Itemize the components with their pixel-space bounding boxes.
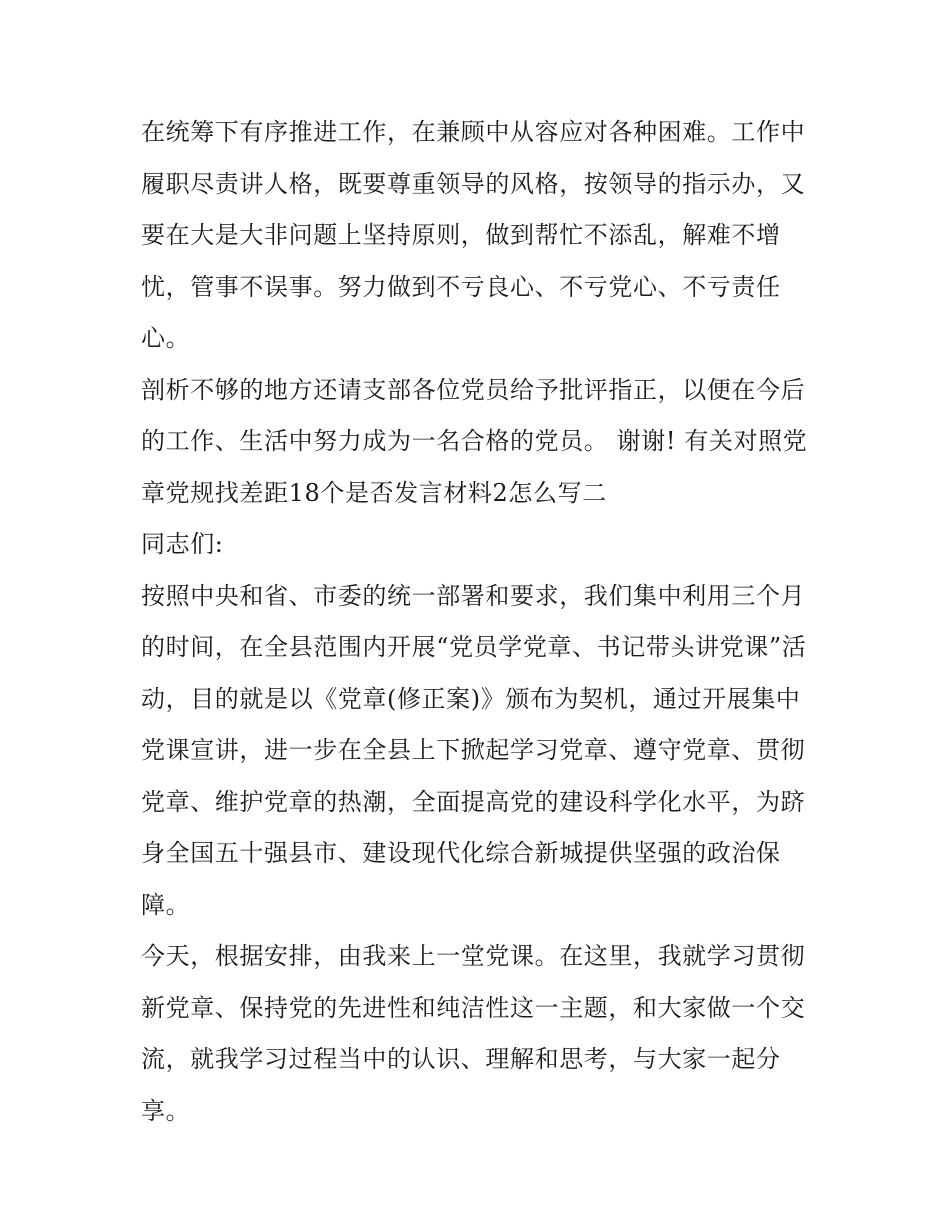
paragraph-4: 按照中央和省、市委的统一部署和要求，我们集中利用三个月的时间，在全县范围内开展“党员学党章、书记带头讲党课”活动，目的就是以《党章(修正案)》颁布为契机，通过开展集中党课宣讲，进一步在全县上下掀起学习党章、遵守党章、贯彻党章、维护党章的热潮，全面提高党的建设科学化水平，为跻身全国五十强县市、建设现代化综合新城提供坚强的政治保障。	[141, 581, 807, 919]
paragraph-1: 在统筹下有序推进工作，在兼顾中从容应对各种困难。工作中履职尽责讲人格，既要尊重领导的风格，按领导的指示办，又要在大是大非问题上坚持原则，做到帮忙不添乱，解难不增忧，管事不误事。努力做到不亏良心、不亏党心、不亏责任心。	[141, 118, 806, 352]
paragraph-5: 今天，根据安排，由我来上一堂党课。在这里，我就学习贯彻新党章、保持党的先进性和纯洁性这一主题，和大家做一个交流，就我学习过程当中的认识、理解和思考，与大家一起分享。	[141, 942, 806, 1125]
paragraph-2: 剖析不够的地方还请支部各位党员给予批评指正，以便在今后的工作、生活中努力成为一名合格的党员。 谢谢! 有关对照党章党规找差距18个是否发言材料2怎么写二	[141, 375, 808, 507]
document-body	[141, 107, 813, 1137]
paragraph-3: 同志们:	[141, 530, 224, 558]
